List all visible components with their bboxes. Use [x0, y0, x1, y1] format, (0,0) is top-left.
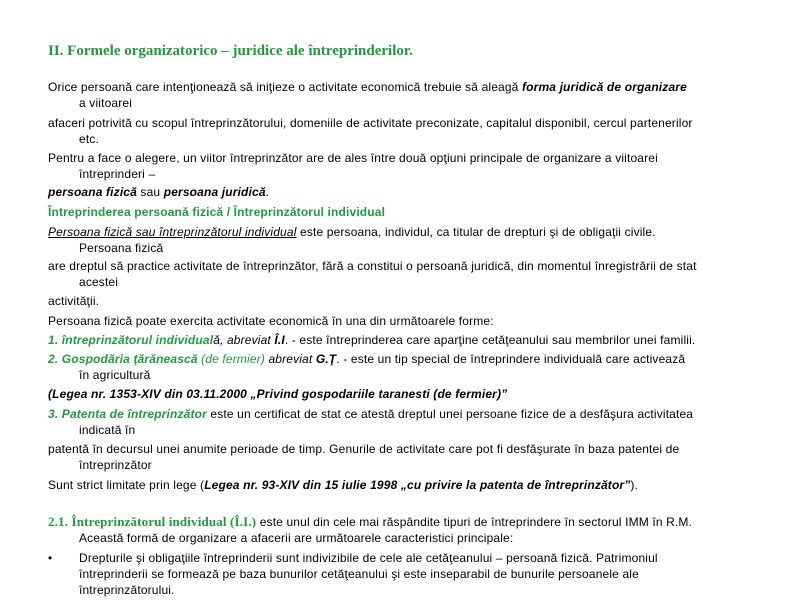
list-item [48, 351, 685, 367]
text-run: . [265, 185, 270, 199]
paragraph-line: Pentru a face o alegere, un viitor întreprinzător are de ales între două opţiuni principale de organizare a viitoarei [48, 151, 658, 165]
text-run: este un certificat de stat ce atestă dreptul unei persoane fizice de a desfăşura activitatea [206, 407, 694, 421]
paragraph-continuation: Persoana fizică [79, 241, 164, 255]
text-run: sau [136, 185, 164, 199]
text-run: ). [630, 478, 639, 492]
text-run: este persoana, individul, ca titular de drepturi şi de obligaţii civile. [296, 225, 656, 239]
paragraph-continuation: indicată în [79, 423, 136, 437]
item-term: 1. întreprinzătorul individual [48, 333, 214, 347]
paragraph-line: patentă în decursul unei anumite perioade de timp. Genurile de activitate care pot fi desfăşurate în baza patentei de [48, 442, 680, 456]
list-item [48, 332, 695, 348]
paragraph-line [48, 184, 269, 200]
abbreviation: G.Ţ [315, 352, 337, 366]
section-heading: II. Formele organizatorico – juridice ale întreprinderilor. [48, 43, 413, 59]
paragraph-continuation: în agricultură [79, 368, 151, 382]
paragraph-continuation: etc. [79, 132, 99, 146]
paragraph-continuation: a viitoarei [79, 96, 133, 110]
paragraph-line: activităţii. [48, 294, 100, 308]
paragraph-continuation: întreprinderi – [79, 167, 156, 181]
item-note: (de fermier) [197, 352, 265, 366]
paragraph-continuation: Această formă de organizare a afacerii are următoarele caracteristici principale: [79, 531, 514, 545]
paragraph-line [48, 224, 656, 240]
paragraph-line [48, 477, 638, 493]
text-run: ă, abreviat [213, 333, 275, 347]
paragraph-line: Persoana fizică poate exercita activitate economică în una din următoarele forme: [48, 314, 494, 328]
text-run: . - este întreprinderea care aparţine cetăţeanului sau membrilor unei familii. [284, 333, 696, 347]
paragraph-continuation: întreprinzător [79, 458, 152, 472]
emphasis-text: forma juridică de organizare [522, 80, 687, 94]
underlined-term: Persoana fizică sau întreprinzătorul individual [48, 225, 297, 239]
text-run: este unul din cele mai răspândite tipuri de întreprindere în sectorul IMM în R.M. [256, 515, 693, 529]
text-run: Orice persoană care intenţionează să iniţieze o activitate economică trebuie să aleagă [48, 80, 522, 94]
law-reference: (Legea nr. 1353-XIV din 03.11.2000 „Privind gospodariile taranesti (de fermier)” [48, 387, 508, 401]
bullet-text: întreprinderii se formează pe baza bunurilor cetăţeanului şi este inseparabil de bunurile persoanele ale [79, 567, 639, 581]
law-reference: Legea nr. 93-XIV din 15 iulie 1998 „cu privire la patenta de întreprinzător” [204, 478, 631, 492]
paragraph-line: afaceri potrivită cu scopul întreprinzătorului, domeniile de activitate preconizate, capitalul disponibil, cercul partenerilor [48, 116, 693, 130]
emphasis-text: persoana fizică [48, 185, 137, 199]
section-line [48, 514, 692, 530]
subheading: Întreprinderea persoană fizică / Întreprinzătorul individual [48, 205, 386, 219]
emphasis-text: persoana juridică [163, 185, 266, 199]
paragraph-line [48, 79, 687, 95]
abbreviation: Î.I [274, 333, 285, 347]
paragraph-continuation: acestei [79, 275, 119, 289]
paragraph-line: are dreptul să practice activitate de întreprinzător, fără a constitui o persoană juridică, din momentul înregistrării de stat [48, 259, 697, 273]
bullet-text: Drepturile şi obligaţiile întreprinderii sunt indivizibile de cele ale cetăţeanului – persoană fizică. Patrimoniul [79, 551, 658, 565]
bullet-icon: • [48, 551, 53, 565]
text-run: Sunt strict limitate prin lege ( [48, 478, 205, 492]
text-run: . - este un tip special de întreprindere individuală care activează [336, 352, 686, 366]
list-item [48, 406, 693, 422]
item-term: 3. Patenta de întreprinzător [48, 407, 207, 421]
section-subheading: 2.1. Întreprinzătorul individual (Î.I.) [48, 514, 257, 529]
text-run: abreviat [264, 352, 316, 366]
item-term: 2. Gospodăria ţărănească [48, 352, 198, 366]
bullet-text: întreprinzătorului. [79, 583, 175, 597]
